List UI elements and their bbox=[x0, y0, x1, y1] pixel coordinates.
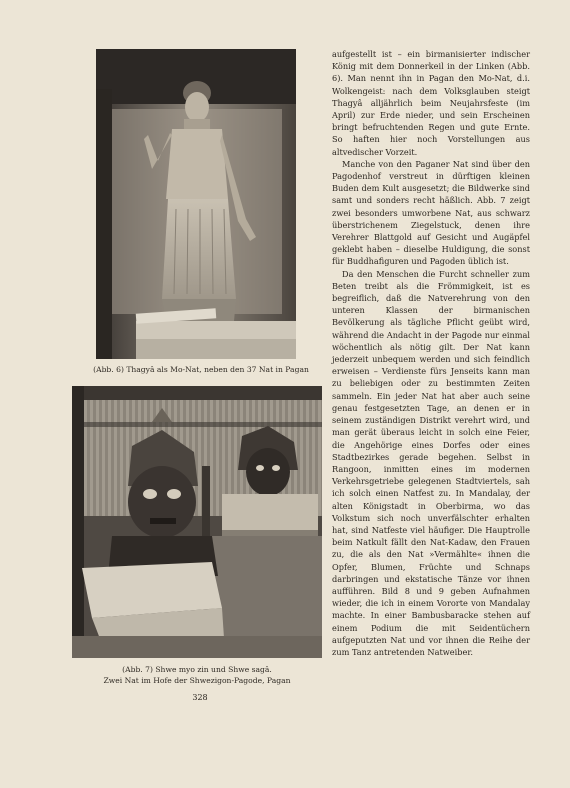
body-text-column bbox=[332, 48, 530, 658]
figure-6-photo bbox=[96, 49, 296, 359]
page-number: 328 bbox=[192, 693, 208, 702]
paragraph-3: Da den Menschen die Furcht schneller zum Beten treibt als die Frömmigkeit, ist es begreiflich, daß die Natverehrung von den unteren Klassen der birmanischen Bevölkerung als tägliche Pflicht geübt wird, während die Andacht in der Pagode nur einmal wöchentlich als nötig gilt. Der Nat kann jederzeit unbequem werden und sich feindlich erweisen – Verdienste fürs Jenseits kann man zu beliebigen oder zu bestimmten Zeiten sammeln. Ein jeder Nat hat aber auch seine genau festgesetzten Tage, an denen er in seinem zuständigen Distrikt verehrt wird, und man gerät überaus leicht in solch eine Feier, die Angehörige eines Dorfes oder eines Stadtbezirkes gerade begehen. Selbst in Rangoon, inmitten eines im modernen Verkehrsgetriebe gelegenen Stadtviertels, sah ich solch einen Natfest zu. In Mandalay, der alten Königstadt in Oberbirma, wo das Volkstum sich noch unverfälschter erhalten hat, sind Natfeste viel häufiger. Die Hauptrolle beim Natkult fällt den Nat-Kadaw, den Frauen zu, die als den Nat »Vermählte« ihnen die Opfer, Blumen, Früchte und Schnaps darbringen und ekstatische Tänze vor ihnen aufführen. Bild 8 und 9 geben Aufnahmen wieder, die ich in einem Vororte von Mandalay machte. In einer Bambusbaracke stehen auf einem Podium die mit Seidentüchern aufgeputzten Nat und vor ihnen die Reihe der zum Tanz antretenden Natweiber. bbox=[332, 268, 530, 657]
two-nat-statues-image bbox=[72, 386, 322, 658]
figure-7-caption-line-1: (Abb. 7) Shwe myo zin und Shwe sagâ. bbox=[122, 665, 272, 674]
figure-7-photo bbox=[72, 386, 322, 658]
figure-7-caption-line-2: Zwei Nat im Hofe der Shwezigon-Pagode, Pagan bbox=[103, 676, 291, 685]
paragraph-2: Manche von den Paganer Nat sind über den Pagodenhof verstreut in dürftigen kleinen Buden dem Kult ausgesetzt; die Bildwerke sind samt und sonders recht häßlich. Abb. 7 zeigt zwei besonders umworbene Nat, aus schwarz überstrichenem Ziegelstuck, denen ihre Verehrer Blattgold auf Gesicht und Augäpfel geklebt haben – dieselbe Huldigung, die sonst für Buddhafiguren und Pagoden üblich ist. bbox=[332, 158, 530, 267]
paragraph-1: aufgestellt ist – ein birmanisierter indischer König mit dem Donnerkeil in der Linken (Abb. 6). Man nennt ihn in Pagan den Mo-Nat, d.i. Wolkengeist: nach dem Volksglauben steigt Thagyâ alljährlich beim Neujahrsfeste (im April) zur Erde nieder, und sein Erscheinen bringt befruchtenden Regen und gute Ernte. So haften hier noch Vorstellungen aus altvedischer Vorzeit. bbox=[332, 49, 530, 157]
figure-7-caption bbox=[72, 664, 322, 686]
thagya-statue-image bbox=[96, 49, 296, 359]
figure-6-caption: (Abb. 6) Thagyâ als Mo-Nat, neben den 37 Nat in Pagan bbox=[93, 365, 309, 374]
